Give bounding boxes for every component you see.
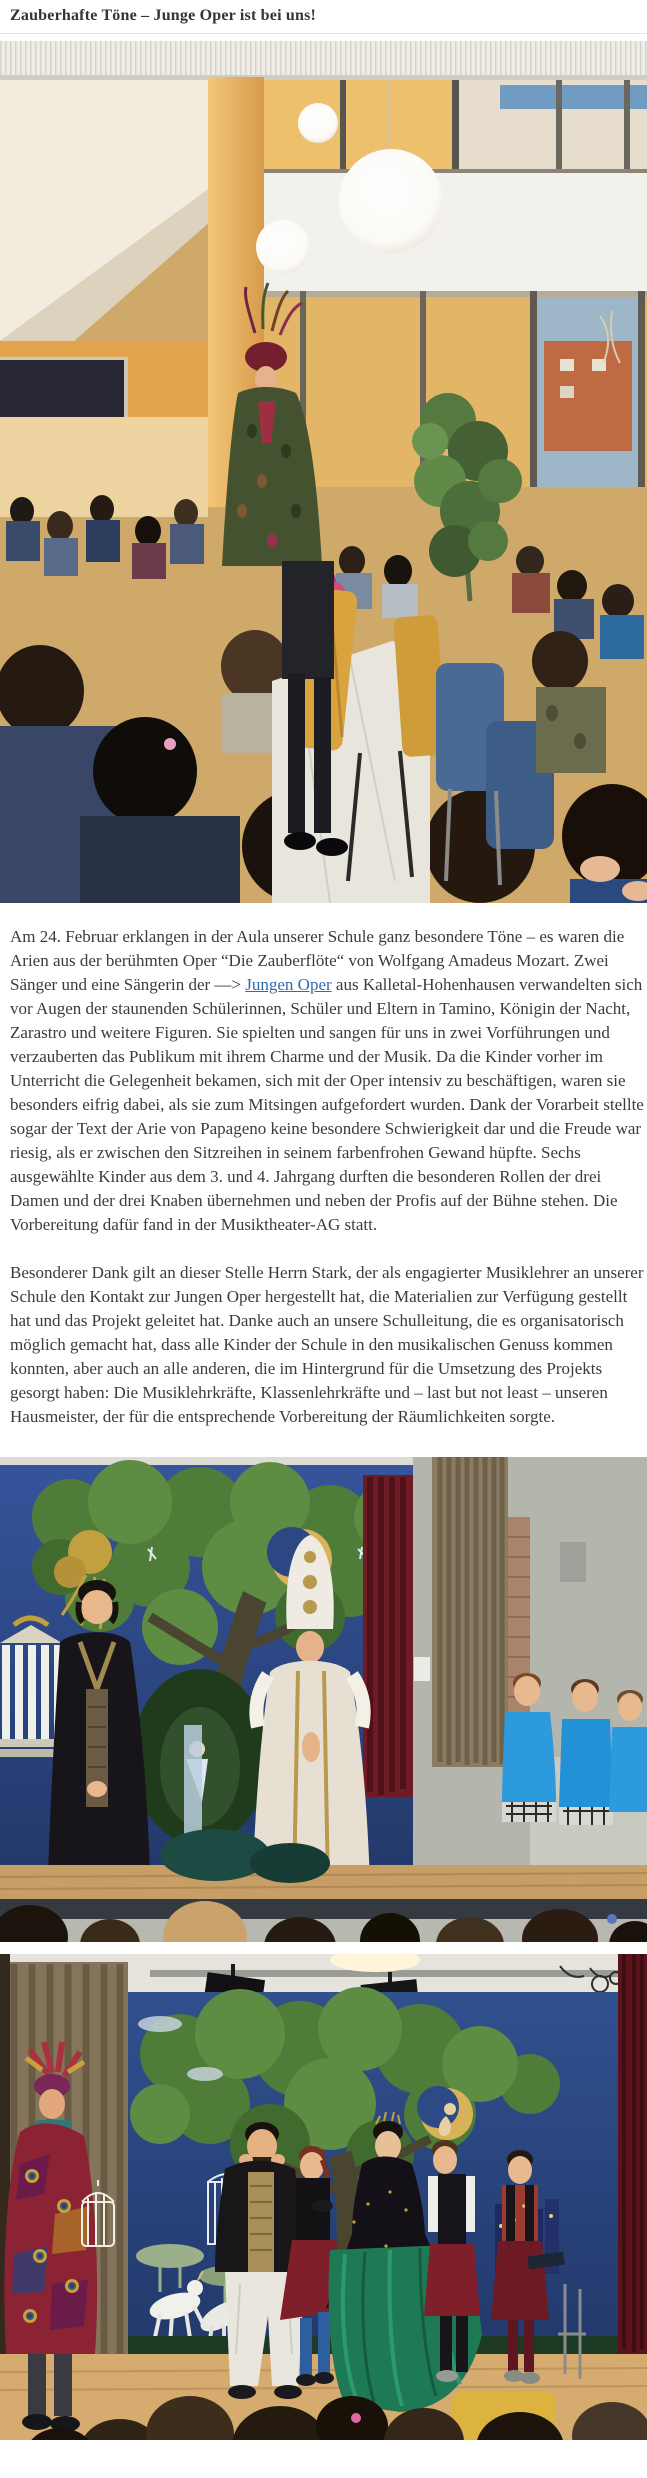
paragraph-1-text-before: Am 24. Februar erklangen in der Aula unserer Schule ganz besondere Töne – es waren die Arien aus der berühmten Oper “Die Zauberflöte“ von Wolfgang Amadeus Mozart. Zwei Sänger und eine Sängerin der —> — [10, 927, 625, 994]
article-paragraph-1 — [10, 925, 644, 1237]
page-title: Zauberhafte Töne – Junge Oper ist bei uns! — [10, 7, 317, 24]
article-paragraph-2: Besonderer Dank gilt an dieser Stelle Herrn Stark, der als engagierter Musiklehrer an unserer Schule den Kontakt zur Jungen Oper hergestellt hat, die Materialien zur Verfügung gestellt hat und das Projekt geleitet hat. Danke auch an unsere Schulleitung, die es organisatorisch möglich gemacht hat, dass alle Kinder der Schule in den musikalischen Genuss kommen konnten, aber auch an alle anderen, die im Hintergrund für die Umsetzung des Projekts gesorgt haben: Die Musiklehrkräfte, Klassenlehrkräfte und – last but not least – unseren Hausmeister, der für die entsprechende Vorbereitung der Räumlichkeiten sorgte. — [10, 1263, 644, 1426]
paragraph-1-text-after: aus Kalletal-Hohenhausen verwandelten sich vor Augen der staunenden Schülerinnen, Schüler und Eltern in Tamino, Königin der Nacht, Zarastro und weitere Figuren. Sie spielten und sangen für uns in zwei Vorführungen und verzauberten das Publikum mit ihrem Charme und der Musik. Da die Kinder vorher im Unterricht die Gelegenheit bekamen, sich mit der Oper intensiv zu beschäftigen, waren sie besonders eifrig dabei, als sie zum Mitsingen aufgefordert wurden. Dank der Vorarbeit stellte sogar der Text der Arie von Papageno keine besondere Schwierigkeit dar und die Freude war riesig, als er zwischen den Sitzreihen in seinem farbenfrohen Gewand hüpfte. Sechs ausgewählte Kinder aus dem 3. und 4. Jahrgang durften die besonderen Rollen der drei Damen und der drei Knaben übernehmen und neben der Profis auf der Bühne stehen. Die Vorbereitung dafür fand in der Musiktheater-AG statt. — [10, 975, 644, 1234]
article-header — [0, 0, 647, 34]
knaben-children-blue — [502, 1673, 647, 1825]
article-body — [0, 925, 647, 1429]
aula-ceiling — [0, 41, 647, 80]
buehne-tamino-sarastro-photo — [0, 1457, 647, 1942]
aula-papageno-photo — [0, 41, 647, 903]
buehne-ensemble-photo — [0, 1954, 647, 2440]
red-stage-curtain — [363, 1475, 413, 1797]
aula-left-wall — [0, 341, 208, 517]
white-balcony-band — [264, 173, 647, 291]
jungen-oper-link[interactable]: Jungen Oper — [245, 975, 332, 994]
